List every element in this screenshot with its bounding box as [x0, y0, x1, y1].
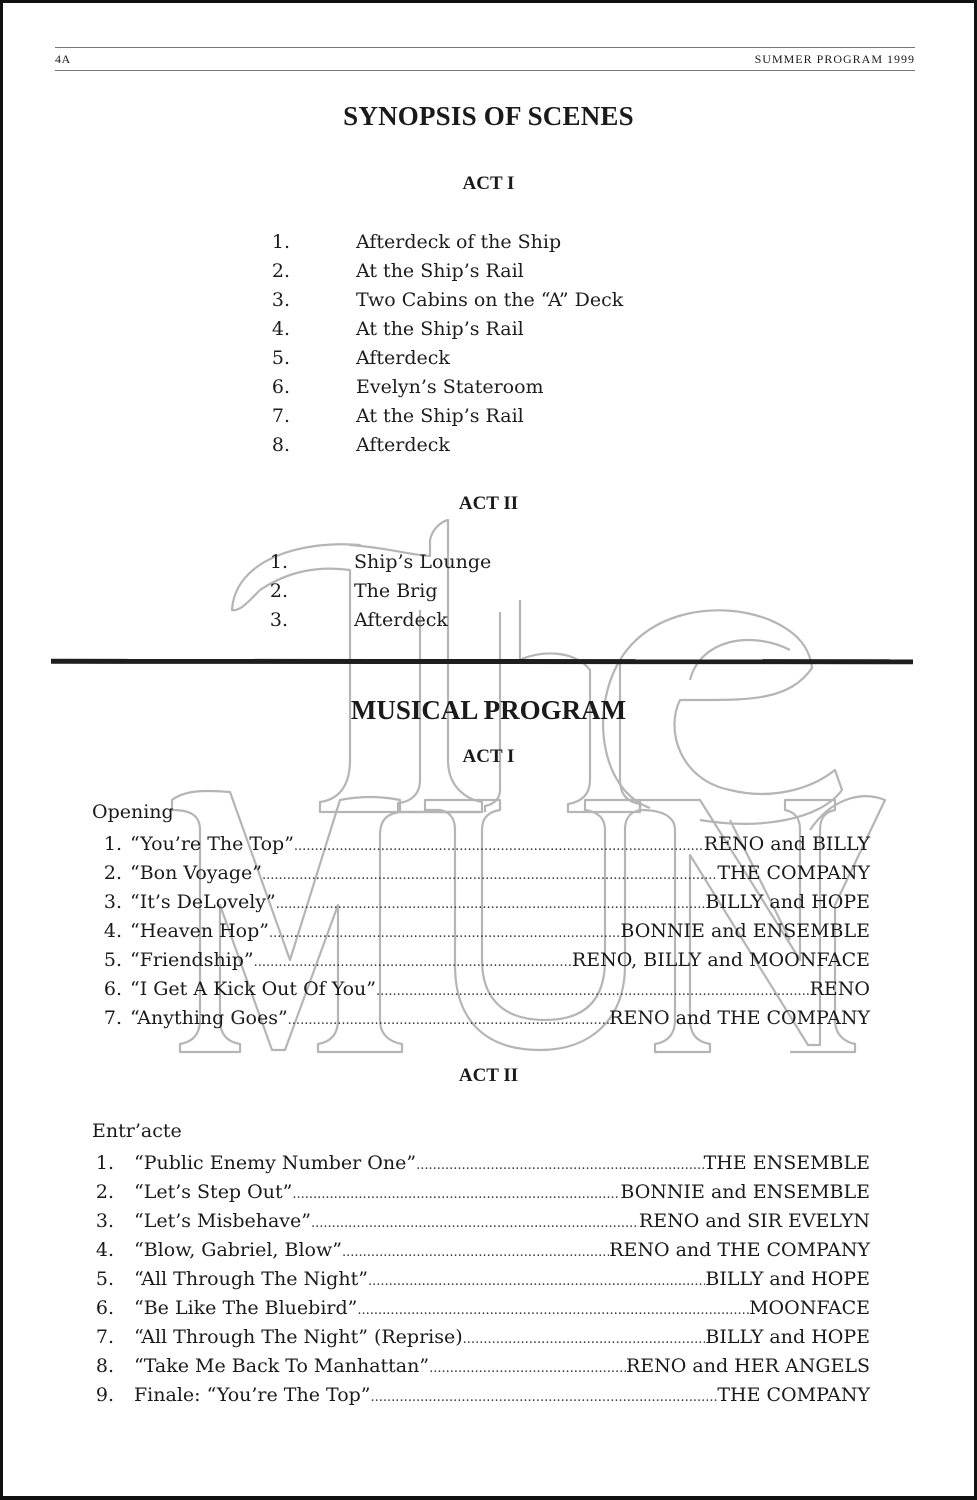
section-divider — [51, 659, 913, 664]
song-row: 1. “Public Enemy Number One” ..... THE ENSEMBLE — [94, 1149, 870, 1178]
synopsis-act2-heading: ACT II — [458, 493, 519, 514]
song-row: 3. “Let’s Misbehave” ..... RENO and SIR EVELYN — [94, 1207, 870, 1236]
dot-leader — [371, 1383, 718, 1412]
musical-act2-songs — [94, 1149, 870, 1410]
song-row: 2. “Bon Voyage” ..... THE COMPANY — [92, 859, 870, 888]
dot-leader — [292, 1180, 620, 1209]
scene-item: 3. Afterdeck — [269, 609, 448, 631]
song-row: 8. “Take Me Back To Manhattan” ..... RENO and HER ANGELS — [94, 1352, 870, 1381]
song-row: 5. “All Through The Night” ..... BILLY and HOPE — [94, 1265, 870, 1294]
dot-leader — [463, 1325, 706, 1354]
scene-item: 2. At the Ship’s Rail — [271, 260, 524, 282]
scene-item: 4. At the Ship’s Rail — [271, 318, 524, 340]
dot-leader — [269, 919, 620, 948]
song-row: 2. “Let’s Step Out” ..... BONNIE and ENSEMBLE — [94, 1178, 870, 1207]
synopsis-act1-scenes — [268, 228, 688, 460]
scene-item: 8. Afterdeck — [271, 434, 450, 456]
dot-leader — [262, 861, 717, 890]
song-row: 4. “Heaven Hop” ..... BONNIE and ENSEMBLE — [92, 917, 870, 946]
act1-intro-label: Opening — [92, 801, 174, 823]
dot-leader — [368, 1267, 705, 1296]
song-row: 6. “Be Like The Bluebird” ..... MOONFACE — [94, 1294, 870, 1323]
song-row: 9. Finale: “You’re The Top” ..... THE COMPANY — [94, 1381, 870, 1410]
dot-leader — [294, 832, 704, 861]
musical-act2-heading: ACT II — [458, 1065, 519, 1086]
scene-item: 5. Afterdeck — [271, 347, 450, 369]
song-row: 3. “It’s DeLovely” ..... BILLY and HOPE — [92, 888, 870, 917]
dot-leader — [276, 890, 706, 919]
musical-act1-songs — [92, 830, 870, 1033]
dot-leader — [288, 1006, 609, 1035]
scene-item: 2. The Brig — [269, 580, 438, 602]
dot-leader — [254, 948, 572, 977]
scene-item: 7. At the Ship’s Rail — [271, 405, 524, 427]
scene-item: 3. Two Cabins on the “A” Deck — [271, 289, 624, 311]
song-row: 7. “Anything Goes” ..... RENO and THE COMPANY — [92, 1004, 870, 1033]
running-header — [55, 47, 915, 71]
musical-act1-heading: ACT I — [462, 746, 515, 767]
publication-title: SUMMER PROGRAM 1999 — [754, 52, 915, 66]
dot-leader — [376, 977, 810, 1006]
scene-item: 1. Ship’s Lounge — [269, 551, 492, 573]
synopsis-title: SYNOPSIS OF SCENES — [343, 101, 634, 131]
dot-leader — [416, 1151, 704, 1180]
song-row: 6. “I Get A Kick Out Of You” ..... RENO — [92, 975, 870, 1004]
song-row: 7. “All Through The Night” (Reprise) ..... BILLY and HOPE — [94, 1323, 870, 1352]
synopsis-act2-scenes — [266, 548, 686, 635]
dot-leader — [342, 1238, 609, 1267]
song-row: 5. “Friendship” ..... RENO, BILLY and MOONFACE — [92, 946, 870, 975]
song-row: 4. “Blow, Gabriel, Blow” ..... RENO and THE COMPANY — [94, 1236, 870, 1265]
dot-leader — [357, 1296, 749, 1325]
synopsis-act1-heading: ACT I — [462, 173, 515, 194]
musical-program-title: MUSICAL PROGRAM — [350, 695, 627, 725]
page-number: 4A — [55, 52, 71, 66]
scene-item: 1. Afterdeck of the Ship — [271, 231, 562, 253]
song-row: 1. “You’re The Top” ..... RENO and BILLY — [92, 830, 870, 859]
dot-leader — [311, 1209, 639, 1238]
dot-leader — [429, 1354, 626, 1383]
scene-item: 6. Evelyn’s Stateroom — [271, 376, 544, 398]
act2-intro-label: Entr’acte — [92, 1120, 182, 1142]
